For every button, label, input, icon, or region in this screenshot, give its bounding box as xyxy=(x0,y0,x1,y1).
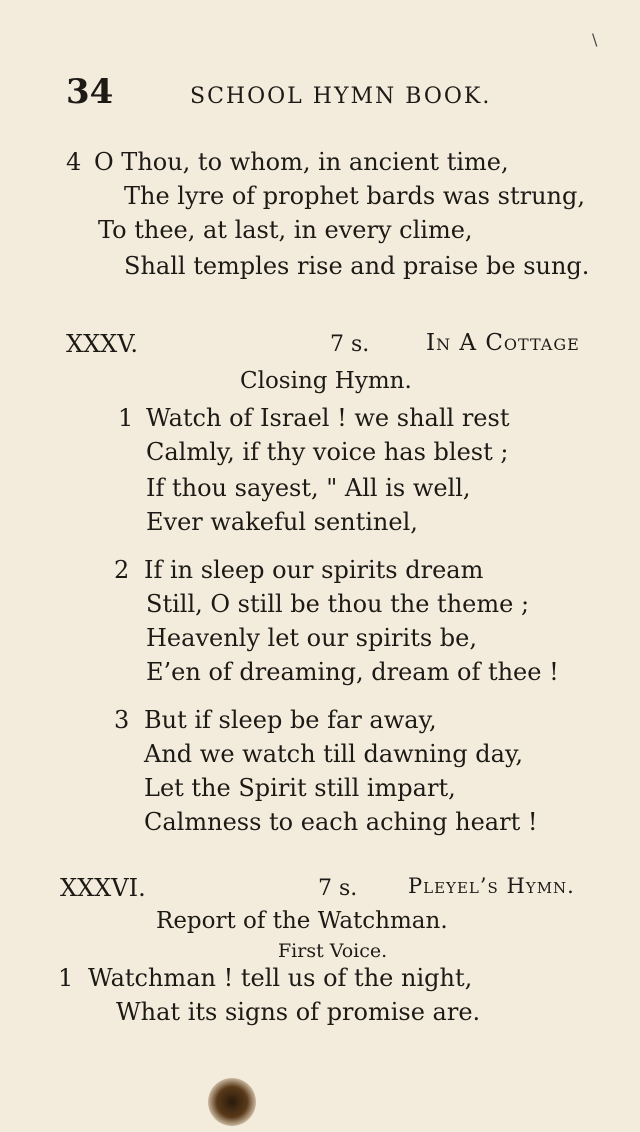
margin-mark: \ xyxy=(592,30,598,49)
verse-line: Ever wakeful sentinel, xyxy=(146,508,418,536)
stanza-number: 1 xyxy=(58,964,74,992)
hymn-numeral: XXXV. xyxy=(66,330,139,358)
hymn-numeral: XXXVI. xyxy=(60,874,146,902)
hymn-meter: 7 s. xyxy=(330,332,370,357)
hymn-meter: 7 s. xyxy=(318,876,358,901)
verse-line: Let the Spirit still impart, xyxy=(144,774,456,802)
verse-line: If in sleep our spirits dream xyxy=(144,556,484,584)
verse-line: O Thou, to whom, in ancient time, xyxy=(94,148,509,176)
verse-line: The lyre of prophet bards was strung, xyxy=(124,182,585,210)
verse-line: Calmly, if thy voice has blest ; xyxy=(146,438,509,466)
stanza-number: 2 xyxy=(114,556,130,584)
stanza-number: 4 xyxy=(66,148,82,176)
hymn-subtitle: Closing Hymn. xyxy=(240,368,412,394)
verse-line: E’en of dreaming, dream of thee ! xyxy=(146,658,559,686)
verse-line: To thee, at last, in every clime, xyxy=(98,216,473,244)
verse-line: But if sleep be far away, xyxy=(144,706,437,734)
verse-line: If thou sayest, " All is well, xyxy=(146,474,471,502)
hymn-tune: Pleyel’s Hymn. xyxy=(408,874,575,898)
running-title: SCHOOL HYMN BOOK. xyxy=(190,84,492,109)
page-number: 34 xyxy=(66,72,114,112)
verse-line: Watchman ! tell us of the night, xyxy=(88,964,473,992)
verse-line: What its signs of promise are. xyxy=(116,998,481,1026)
hymn-tune: In A Cottage xyxy=(426,330,580,356)
verse-line: Shall temples rise and praise be sung. xyxy=(124,252,590,280)
verse-line: Calmness to each aching heart ! xyxy=(144,808,538,836)
verse-line: Still, O still be thou the theme ; xyxy=(146,590,530,618)
verse-line: Heavenly let our spirits be, xyxy=(146,624,477,652)
ink-blot xyxy=(208,1078,256,1126)
verse-line: Watch of Israel ! we shall rest xyxy=(146,404,510,432)
voice-label: First Voice. xyxy=(278,940,388,962)
stanza-number: 3 xyxy=(114,706,130,734)
verse-line: And we watch till dawning day, xyxy=(144,740,523,768)
stanza-number: 1 xyxy=(118,404,134,432)
hymn-subtitle: Report of the Watchman. xyxy=(156,908,448,934)
